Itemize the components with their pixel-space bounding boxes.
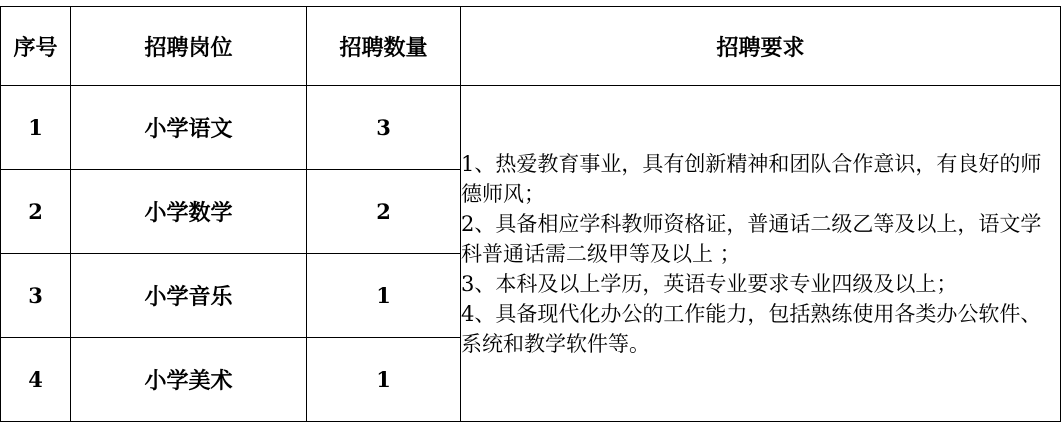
header-requirements: 招聘要求 xyxy=(461,7,1061,86)
row-position: 小学语文 xyxy=(71,86,307,170)
requirement-item: 1、热爱教育事业，具有创新精神和团队合作意识，有良好的师德师风； xyxy=(461,151,1042,206)
row-position: 小学美术 xyxy=(71,338,307,422)
header-position: 招聘岗位 xyxy=(71,7,307,86)
requirement-item: 4、具备现代化办公的工作能力，包括熟练使用各类办公软件、系统和教学软件等。 xyxy=(461,301,1042,356)
row-position: 小学数学 xyxy=(71,170,307,254)
row-quantity: 1 xyxy=(307,254,461,338)
row-index: 2 xyxy=(1,170,71,254)
row-position: 小学音乐 xyxy=(71,254,307,338)
header-quantity: 招聘数量 xyxy=(307,7,461,86)
recruitment-table xyxy=(0,6,1061,422)
row-index: 4 xyxy=(1,338,71,422)
row-quantity: 2 xyxy=(307,170,461,254)
row-index: 3 xyxy=(1,254,71,338)
row-quantity: 1 xyxy=(307,338,461,422)
requirement-item: 2、具备相应学科教师资格证，普通话二级乙等及以上，语文学科普通话需二级甲等及以上 ； xyxy=(461,211,1042,266)
header-row xyxy=(1,7,1061,86)
requirement-item: 3、本科及以上学历，英语专业要求专业四级及以上； xyxy=(461,271,958,296)
requirements-cell xyxy=(461,86,1061,422)
row-index: 1 xyxy=(1,86,71,170)
row-quantity: 3 xyxy=(307,86,461,170)
header-index: 序号 xyxy=(1,7,71,86)
table-row xyxy=(1,86,1061,170)
